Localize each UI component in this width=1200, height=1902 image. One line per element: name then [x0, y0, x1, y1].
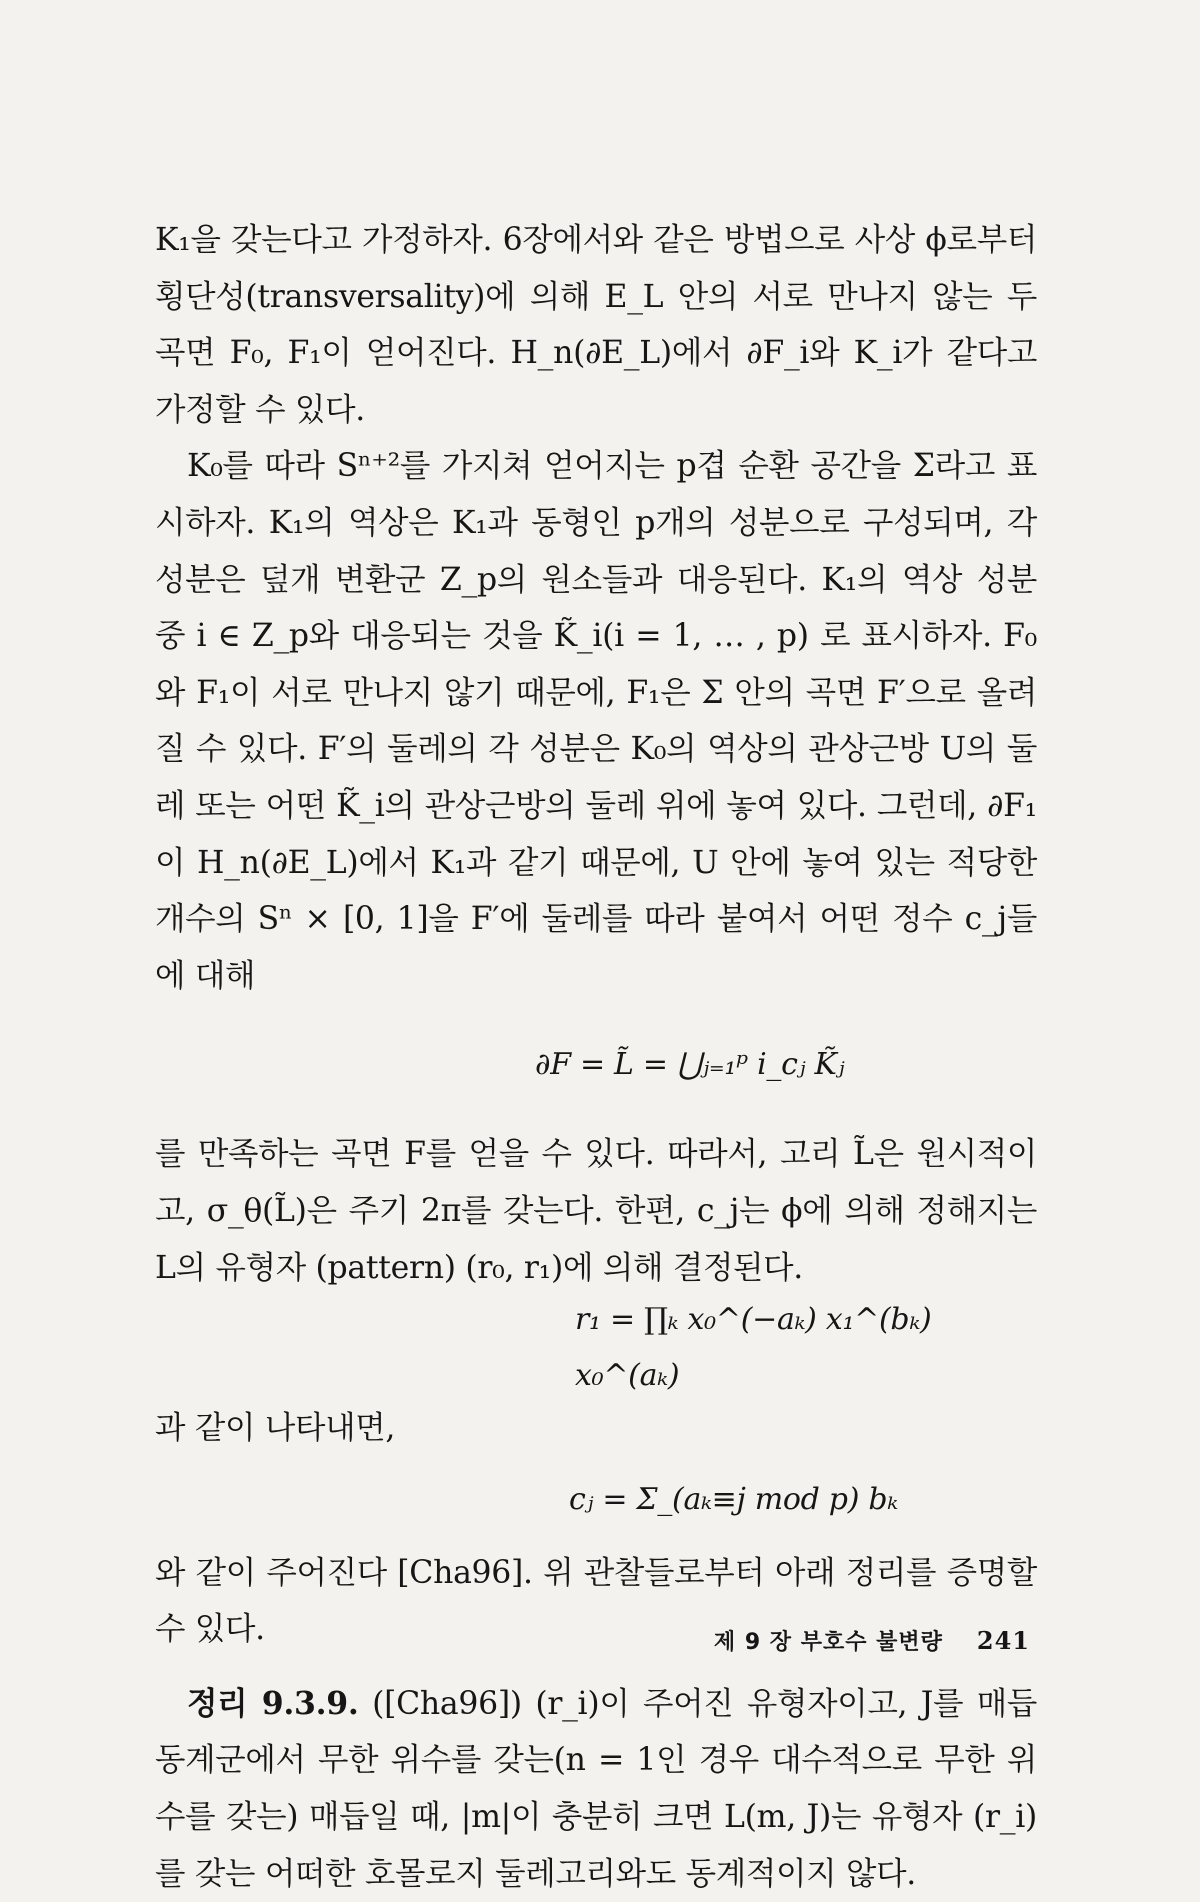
page-footer	[710, 1625, 1030, 1656]
theorem-label: 정리 9.3.9.	[187, 1684, 359, 1722]
equation-cj: cⱼ = Σ_(aₖ≡j mod p) bₖ	[569, 1482, 898, 1518]
paragraph-4: 과 같이 나타내면,	[155, 1410, 396, 1447]
paragraph-3: 를 만족하는 곡면 F를 얻을 수 있다. 따라서, 고리 L̃은 원시적이고, σ_θ(L̃)은 주기 2π를 갖는다. 한편, c_j는 ϕ에 의해 정해지는 L의 유형자 (pattern) (r₀, r₁)에 의해 결정된다.	[155, 1136, 1037, 1286]
equation-r1: r₁ = ∏ₖ x₀^(−aₖ) x₁^(bₖ) x₀^(aₖ)	[575, 1301, 932, 1394]
paragraph-5: 와 같이 주어진다 [Cha96]. 위 관찰들로부터 아래 정리를 증명할 수 있다.	[155, 1554, 1037, 1648]
paragraph-1: K₁을 갖는다고 가정하자. 6장에서와 같은 방법으로 사상 ϕ로부터 횡단성(transversality)에 의해 E_L 안의 서로 만나지 않는 두 곡면 F₀, F₁이 얻어진다. H_n(∂E_L)에서 ∂F_i와 K_i가 같다고 가정할 수 있다.	[155, 222, 1037, 428]
theorem	[155, 1676, 1037, 1902]
chapter-title: 제 9 장 부호수 불변량	[713, 1630, 943, 1655]
page-number: 241	[976, 1626, 1030, 1655]
paragraph-2: K₀를 따라 Sⁿ⁺²를 가지쳐 얻어지는 p겹 순환 공간을 Σ라고 표시하자. K₁의 역상은 K₁과 동형인 p개의 성분으로 구성되며, 각 성분은 덮개 변환군 Z_p의 원소들과 대응된다. K₁의 역상 성분 중 i ∈ Z_p와 대응되는 것을 K̃_i(i = 1, … , p) 로 표시하자. F₀와 F₁이 서로 만나지 않기 때문에, F₁은 Σ 안의 곡면 F′으로 올려질 수 있다. F′의 둘레의 각 성분은 K₀의 역상의 관상근방 U의 둘레 또는 어떤 K̃_i의 관상근방의 둘레 위에 놓여 있다. 그런데, ∂F₁이 H_n(∂E_L)에서 K₁과 같기 때문에, U 안에 놓여 있는 적당한 개수의 Sⁿ × [0, 1]을 F′에 둘레를 따라 붙여서 어떤 정수 c_j들에 대해	[155, 448, 1037, 994]
equation-boundary: ∂F = L̃ = ⋃ⱼ₌₁ᵖ i_cⱼ K̃ⱼ	[535, 1047, 845, 1083]
theorem-body: ([Cha96]) (r_i)이 주어진 유형자이고, J를 매듭 동계군에서 무한 위수를 갖는(n = 1인 경우 대수적으로 무한 위수를 갖는) 매듭일 때, |m|이 충분히 크면 L(m, J)는 유형자 (r_i)를 갖는 어떠한 호몰로지 둘레고리와도 동계적이지 않다.	[155, 1685, 1038, 1892]
